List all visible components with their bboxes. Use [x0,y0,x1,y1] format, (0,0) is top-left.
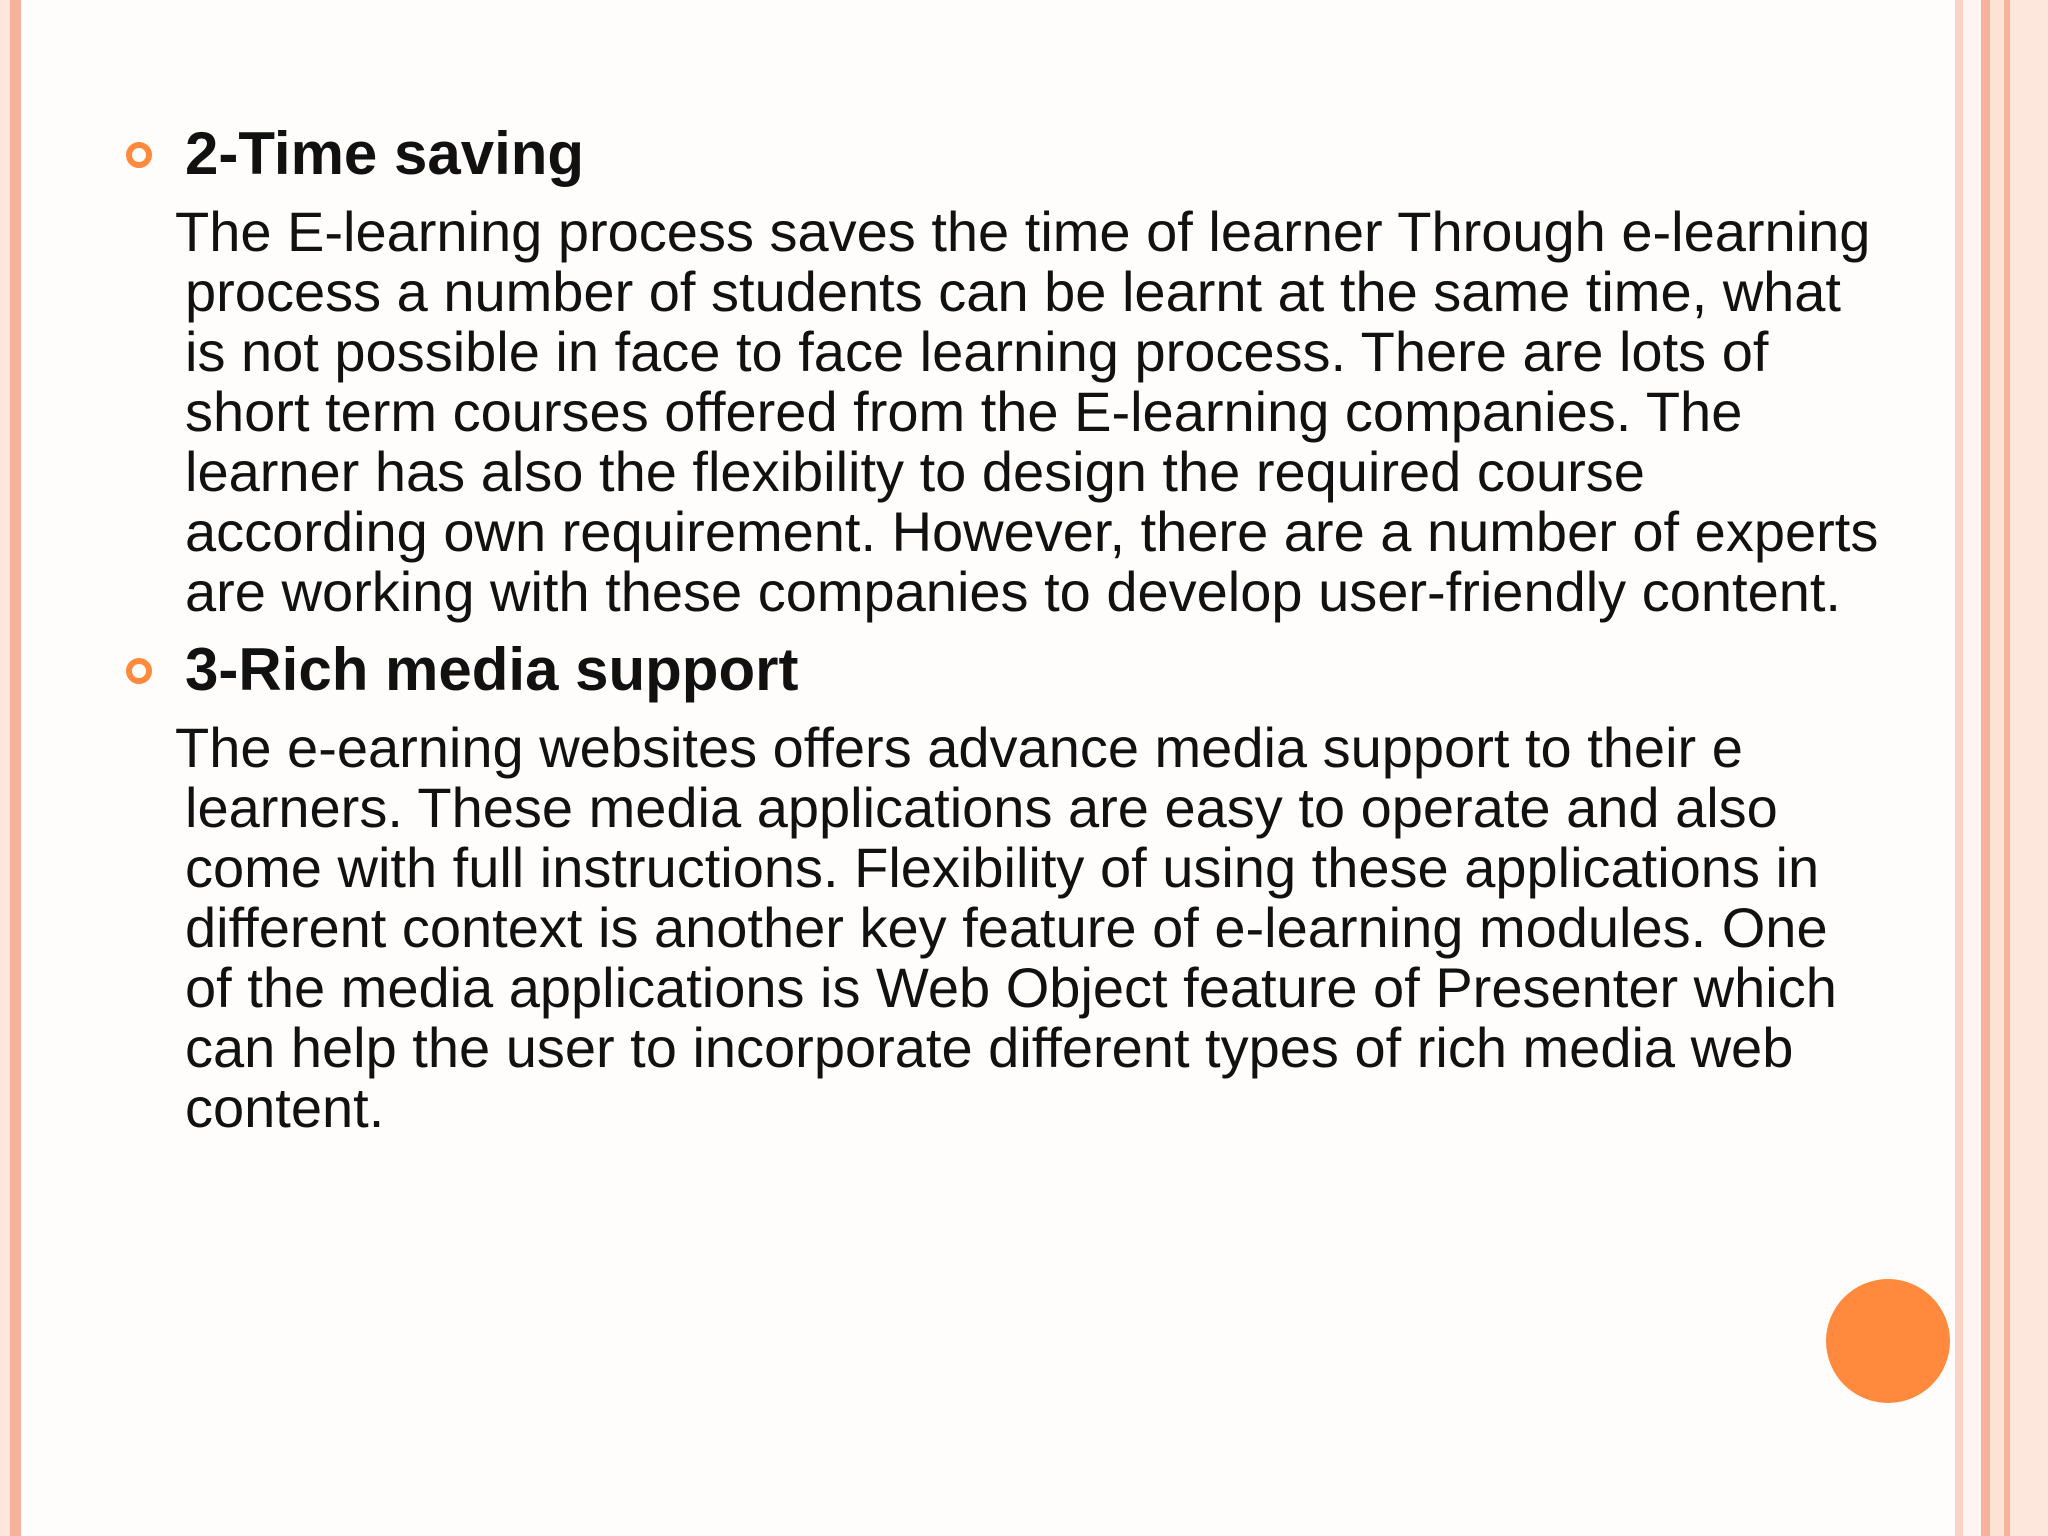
right-border-stripe [1990,0,2004,1536]
section-rich-media-support [120,634,1880,1138]
section-body: The e-earning websites offers advance media support to their e learners. These media applications are easy to operate and also come with full instructions. Flexibility of using these applications in different context is another key feature of e-learning modules. One of the media applications is Web Object feature of Presenter which can help the user to incorporate different types of rich media web content. [175,716,1837,1139]
right-border-stripe [1981,0,1990,1536]
slide-content [120,118,1880,1138]
left-border-stripe [10,0,21,1536]
orange-circle-icon [1826,1279,1950,1403]
section-body: The E-learning process saves the time of learner Through e-learning process a number of students can be learnt at the same time, what is not possible in face to face learning process. There are lots of short term courses offered from the E-learning companies. The learner has also the flexibility to design the required course according own requirement. However, there are a number of experts are working with these companies to develop user-friendly content. [175,200,1879,623]
circle-bullet-icon [126,142,152,168]
right-border-stripe [1963,0,1981,1536]
bullet-heading-row [120,634,1880,706]
section-time-saving [120,118,1880,622]
circle-bullet-icon [126,658,152,684]
bullet-heading-row [120,118,1880,190]
section-heading: 2-Time saving [185,120,585,187]
left-border-fill [0,0,10,1536]
right-border-stripe [2010,0,2048,1536]
right-border-stripe [1955,0,1963,1536]
section-heading: 3-Rich media support [185,636,799,703]
